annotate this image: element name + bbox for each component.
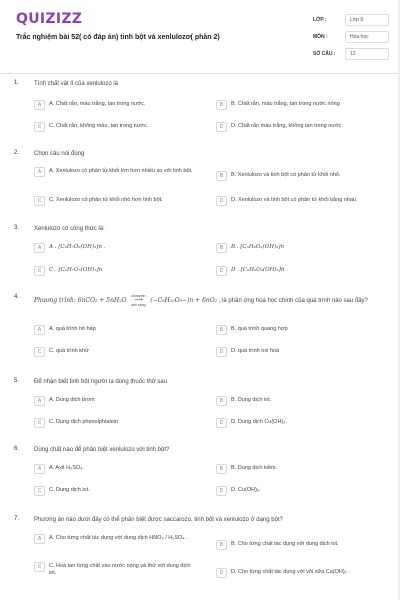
option-text: D. Cu(OH)₂. (231, 487, 261, 493)
meta-value: Hóa học (345, 31, 389, 43)
option-key: D (216, 418, 227, 428)
option-key: D (216, 568, 227, 578)
option-key: B (216, 100, 227, 110)
option-text: A. Dung dịch brom (49, 397, 95, 403)
option-text: C. Chất rắn, không màu, tan trong nước. (49, 123, 149, 129)
question-number: 3. (14, 225, 20, 231)
equation-products: (−C₆H₁₀O₅−)n + 6nO₂ (150, 297, 218, 305)
question-number: 6. (14, 446, 20, 452)
meta-value: 12 (345, 48, 389, 60)
option-key: A (34, 325, 45, 335)
arrow-icon: ⟶ (134, 297, 143, 303)
option-b[interactable] (216, 171, 394, 181)
option-text: A. Xenlulozo có phân tử khối lớn hơn nhiều so với tinh bột. (49, 168, 193, 174)
option-key: B (216, 464, 227, 474)
option-a[interactable] (34, 325, 204, 335)
question-text: Phương án nào dưới đây có thể phân biệt được saccarozo, tinh bột và xenlulozo ở dạng bột? (34, 517, 283, 523)
option-key: C (34, 122, 45, 132)
option-c[interactable] (34, 122, 204, 132)
option-key: D (216, 122, 227, 132)
option-key: A (34, 100, 45, 110)
option-key: D (216, 266, 227, 276)
option-text: B. Chất rắn, màu trắng, tan trong nước nóng (231, 101, 340, 107)
option-key: B (216, 540, 227, 550)
option-text: B. Dung dịch iot. (231, 397, 272, 403)
option-b[interactable] (216, 464, 391, 474)
arrow-label-top: clorophin (131, 294, 146, 298)
option-a[interactable] (34, 396, 204, 406)
question-text-tail: , là phản ứng hoá học chính của quá trình nào sau đây? (218, 298, 368, 305)
option-c[interactable] (34, 347, 204, 357)
meta-row-grade (313, 13, 389, 27)
question-text: Xenlulozo có công thức là: (34, 226, 105, 232)
question-text: Để nhận biết tinh bột người ta dùng thuốc thử sau (34, 379, 168, 385)
option-key: A (34, 243, 45, 253)
option-key: A (34, 167, 45, 177)
option-key: A (34, 396, 45, 406)
option-b[interactable] (216, 325, 391, 335)
option-text: C. quá trình khử (49, 348, 89, 354)
option-b[interactable] (216, 540, 391, 550)
option-a[interactable] (34, 534, 194, 544)
option-text: C. Hoà tan từng chất vào nước nóng và thử với dung dịch iot. (49, 563, 191, 576)
option-c[interactable] (34, 196, 204, 206)
quizizz-logo: QUIZIZZ (16, 11, 83, 27)
option-b[interactable] (216, 396, 391, 406)
option-text: D. Cho từng chất tác dụng với vôi sữa Ca(OH)₂ . (231, 569, 350, 575)
option-key: C (34, 347, 45, 357)
option-text: B. Xenlulozo và tinh bột có phân tử khối nhỏ. (231, 172, 341, 178)
option-key: D (216, 196, 227, 206)
option-a[interactable] (34, 243, 204, 253)
option-b[interactable] (216, 243, 391, 253)
question-text: Tính chất vật lí của xenlulozo là (34, 81, 119, 87)
option-d[interactable] (216, 418, 391, 428)
option-text: D. Dung dịch Cu(OH)₂. (231, 419, 287, 425)
question-number: 7. (14, 516, 20, 522)
question-text: Chọn câu nói đúng (34, 151, 85, 157)
question-number: 1. (14, 80, 20, 86)
worksheet-header (0, 0, 400, 74)
option-text: A . [C₆H₇O₂(OH)₃]n . (49, 244, 106, 250)
option-text: B. Cho từng chất tác dụng với dung dịch iot. (231, 541, 339, 547)
option-key: D (216, 347, 227, 357)
option-text: D. Chất rắn màu trắng, không tan trong nước (231, 123, 342, 129)
option-a[interactable] (34, 464, 204, 474)
option-d[interactable] (216, 196, 394, 206)
meta-value: Lớp 9 (345, 14, 389, 26)
meta-row-subject (313, 30, 389, 44)
option-d[interactable] (216, 486, 391, 496)
option-c[interactable] (34, 266, 204, 276)
question-text: Dùng chất nào để phân biệt xenlulozo với tinh bột? (34, 447, 170, 453)
option-text: C. Xenlulozo có phân tử khối nhỏ hơn tinh bột. (49, 197, 163, 203)
option-text: C. Dung dịch phenolphtalein (49, 419, 119, 425)
reaction-arrow (131, 294, 145, 307)
meta-label: SỐ CÂU : (313, 51, 336, 57)
option-text: D. quá trình oxi hoá (231, 348, 280, 354)
option-key: C (34, 562, 45, 572)
option-text: A. quá trình hô hấp (49, 326, 96, 332)
arrow-label-bottom: ánh sáng (131, 303, 146, 307)
option-key: B (216, 243, 227, 253)
option-text: C . [C₆H₇O₃(OH)₃]n (49, 267, 103, 273)
option-d[interactable] (216, 568, 391, 578)
option-key: C (34, 418, 45, 428)
option-key: A (34, 534, 45, 544)
option-a[interactable] (34, 100, 204, 110)
option-key: B (216, 325, 227, 335)
option-d[interactable] (216, 122, 391, 132)
option-text: B. Dung dịch kiềm. (231, 465, 278, 471)
option-c[interactable] (34, 418, 204, 428)
option-text: A. Cho từng chất tác dụng với dung dịch HNO₃ / H₂SO₄ . (49, 535, 188, 541)
option-text: D . [C₆H₅O₄(OH)₃]n (231, 267, 285, 273)
option-key: C (34, 196, 45, 206)
question-number: 5. (14, 378, 20, 384)
option-key: C (34, 266, 45, 276)
question-text (34, 294, 379, 307)
page-title: Trắc nghiệm bài 52( có đáp án) tinh bột và xenlulozơ( phần 2) (16, 34, 220, 41)
option-text: A. Chất rắn, màu trắng, tan trong nước. (49, 101, 146, 107)
option-c[interactable] (34, 562, 194, 577)
option-text: C. Dung dịch iot. (49, 487, 90, 493)
equation-reactants: Phương trình: 6nCO₂ + 5nH₂O (34, 297, 127, 305)
question-number: 2. (14, 150, 20, 156)
option-key: B (216, 396, 227, 406)
worksheet-meta (313, 13, 389, 64)
option-text: A. Axit H₂SO₄. (49, 465, 84, 471)
meta-label: MÔN : (313, 34, 328, 40)
meta-label: LỚP : (313, 17, 327, 23)
option-b[interactable] (216, 100, 391, 110)
option-text: B . [C₆H₈O₂(OH)₃]n (231, 244, 285, 250)
option-key: D (216, 486, 227, 496)
option-key: B (216, 171, 227, 181)
question-number: 4. (14, 294, 20, 300)
option-d[interactable] (216, 347, 391, 357)
meta-row-question-count (313, 47, 389, 61)
option-key: C (34, 486, 45, 496)
option-d[interactable] (216, 266, 391, 276)
option-key: A (34, 464, 45, 474)
option-c[interactable] (34, 486, 204, 496)
option-text: B. quá trình quang hợp (231, 326, 288, 332)
option-text: D. Xenlulozo và tinh bột có phân tử khối bằng nhau (231, 197, 357, 203)
option-a[interactable] (34, 167, 204, 177)
